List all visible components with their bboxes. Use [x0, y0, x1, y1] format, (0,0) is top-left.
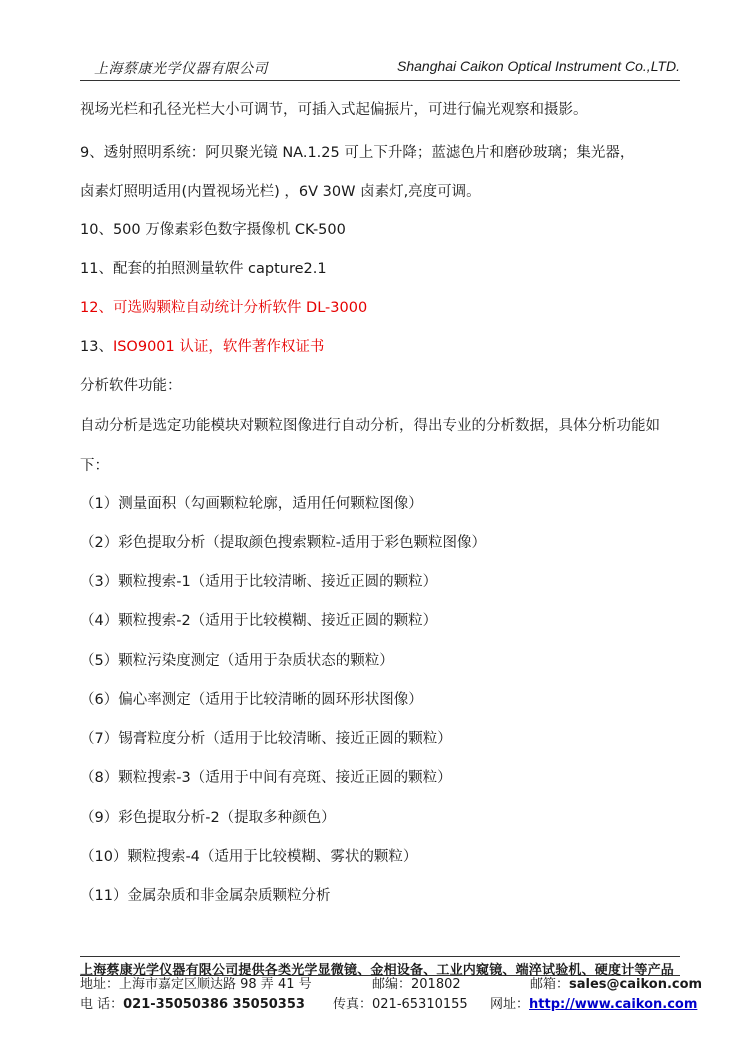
footer-website	[490, 996, 697, 1014]
footer-phone	[80, 996, 305, 1014]
paragraph: 下：	[80, 458, 109, 474]
phone-value: 021-35050386 35050353	[123, 997, 305, 1012]
footer-postcode	[372, 976, 461, 994]
feature-item: （8）颗粒搜索-3（适用于中间有亮斑、接近正圆的颗粒）	[80, 770, 452, 786]
footer-email	[530, 976, 702, 994]
email-value[interactable]: sales@caikon.com	[569, 977, 703, 992]
feature-item: （9）彩色提取分析-2（提取多种颜色）	[80, 810, 336, 826]
feature-item: （7）锡膏粒度分析（适用于比较清晰、接近正圆的颗粒）	[80, 731, 452, 747]
phone-label: 电 话：	[80, 997, 124, 1012]
postcode-label: 邮编：	[372, 977, 412, 992]
footer-title: 上海蔡康光学仪器有限公司提供各类光学显微镜、金相设备、工业内窥镜、端淬试验机、硬度计等产品	[80, 956, 680, 976]
header-company-cn: 上海蔡康光学仪器有限公司	[94, 61, 268, 77]
paragraph: 自动分析是选定功能模块对颗粒图像进行自动分析，得出专业的分析数据，具体分析功能如	[80, 418, 660, 434]
paragraph: 11、配套的拍照测量软件 capture2.1	[80, 261, 327, 277]
feature-item: （1）测量面积（勾画颗粒轮廓，适用任何颗粒图像）	[80, 496, 423, 512]
paragraph: 视场光栏和孔径光栏大小可调节，可插入式起偏振片，可进行偏光观察和摄影。	[80, 102, 588, 118]
feature-item: （6）偏心率测定（适用于比较清晰的圆环形状图像）	[80, 692, 423, 708]
header-company-en: Shanghai Caikon Optical Instrument Co.,LTD.	[397, 58, 680, 74]
postcode-value: 201802	[411, 977, 461, 992]
feature-item: （5）颗粒污染度测定（适用于杂质状态的颗粒）	[80, 653, 394, 669]
page-header	[80, 58, 680, 81]
website-label: 网址：	[490, 997, 530, 1012]
paragraph: 卤素灯照明适用(内置视场光栏) ，6V 30W 卤素灯,亮度可调。	[80, 184, 481, 200]
section-heading: 分析软件功能：	[80, 378, 182, 394]
email-label: 邮箱：	[530, 977, 570, 992]
website-link[interactable]: http://www.caikon.com	[529, 997, 698, 1012]
feature-item: （3）颗粒搜索-1（适用于比较清晰、接近正圆的颗粒）	[80, 574, 438, 590]
paragraph-highlight: 12、可选购颗粒自动统计分析软件 DL-3000	[80, 300, 368, 316]
fax-label: 传真：	[333, 997, 373, 1012]
paragraph: 10、500 万像素彩色数字摄像机 CK-500	[80, 222, 346, 238]
paragraph-prefix: 13、	[80, 339, 113, 355]
feature-item: （2）彩色提取分析（提取颜色搜索颗粒-适用于彩色颗粒图像）	[80, 535, 486, 551]
feature-item: （4）颗粒搜索-2（适用于比较模糊、接近正圆的颗粒）	[80, 613, 438, 629]
paragraph-highlight: ISO9001 认证，软件著作权证书	[112, 339, 325, 355]
fax-value: 021-65310155	[372, 997, 468, 1012]
footer-fax	[333, 996, 468, 1014]
feature-item: （10）颗粒搜索-4（适用于比较模糊、雾状的颗粒）	[80, 849, 418, 865]
footer-address: 地址：上海市嘉定区顺达路 98 弄 41 号	[80, 977, 312, 992]
paragraph-highlight-row	[80, 337, 686, 357]
paragraph: 9、透射照明系统：阿贝聚光镜 NA.1.25 可上下升降；蓝滤色片和磨砂玻璃；集光器，	[80, 145, 635, 161]
feature-item: （11）金属杂质和非金属杂质颗粒分析	[80, 888, 331, 904]
